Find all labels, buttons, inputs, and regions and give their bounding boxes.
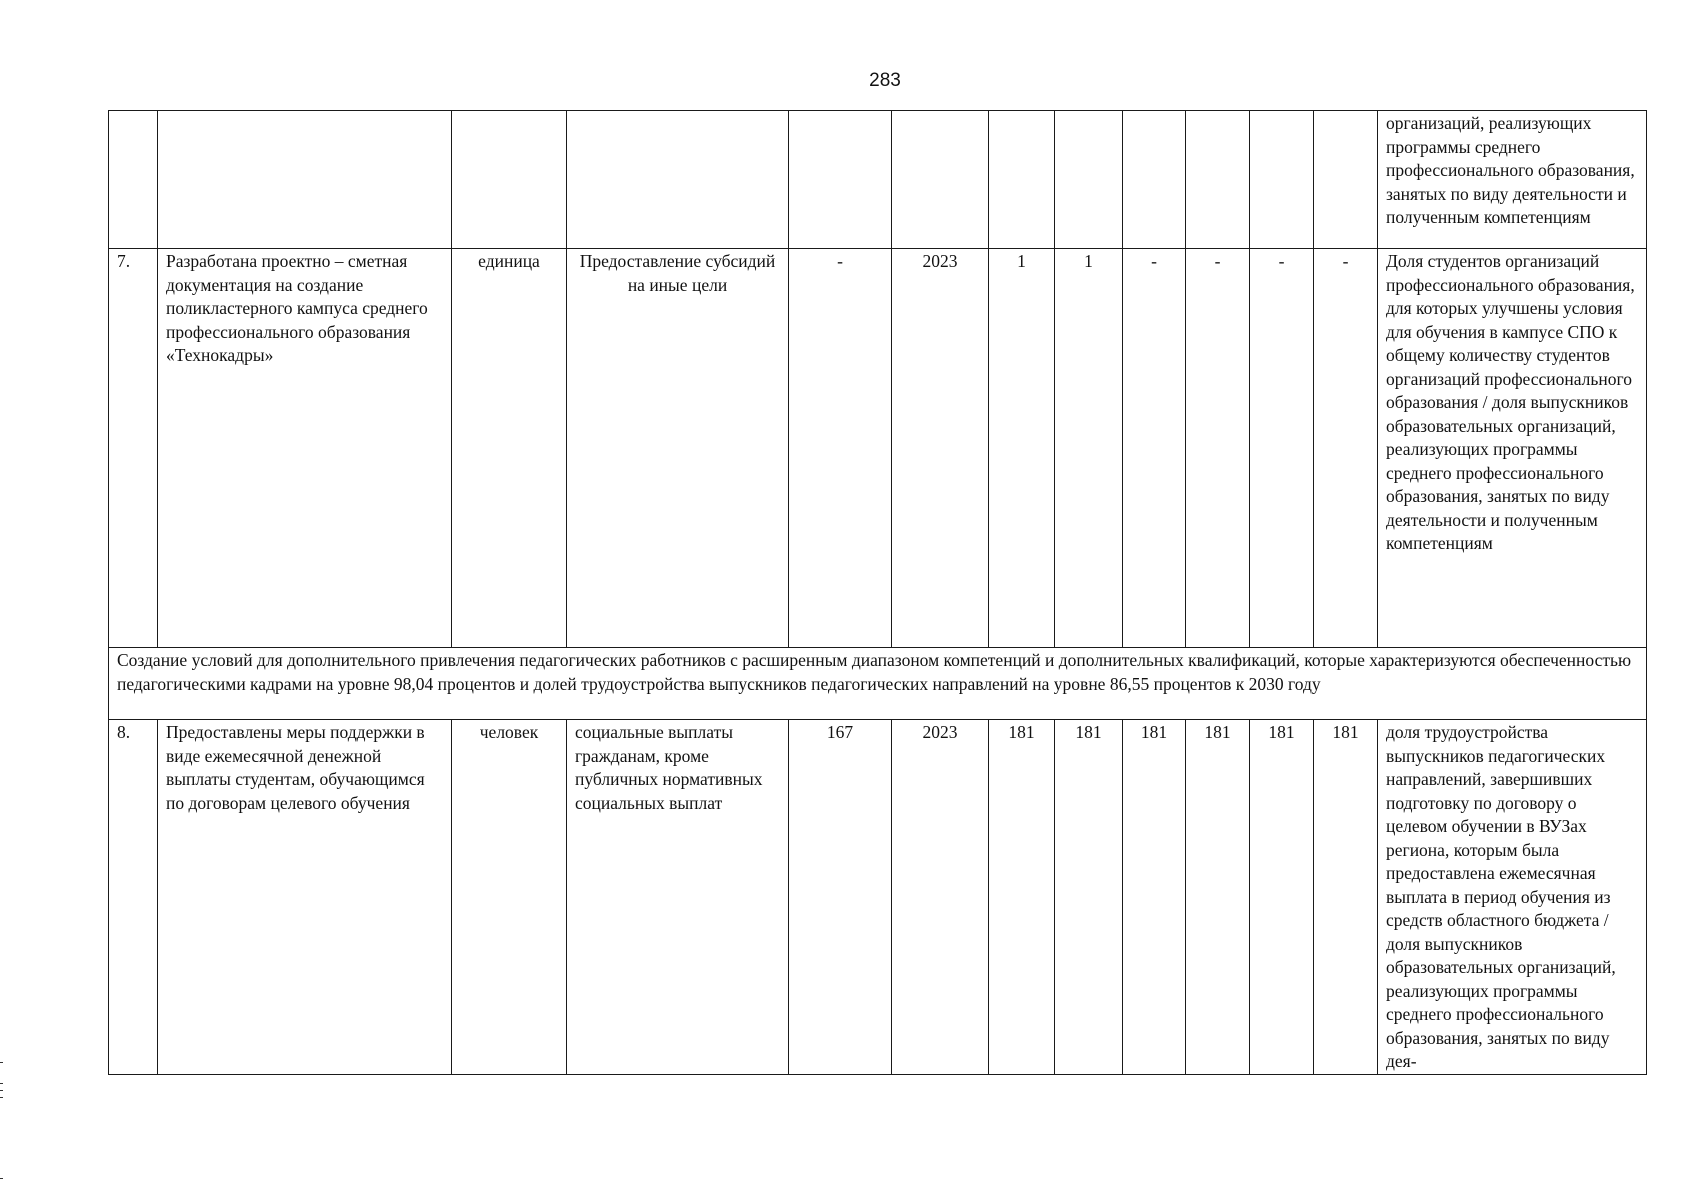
base-value: -: [789, 249, 892, 648]
scan-mark: [0, 1083, 3, 1084]
cell-empty: [892, 111, 989, 249]
cell-empty: [989, 111, 1055, 249]
cell-empty: [1123, 111, 1186, 249]
goal-text: Создание условий для дополнительного привлечения педагогических работников с расширенным диапазоном компетенций и дополнительных квалификаций, которые характеризуются обеспеченностью педагогическими кадрами на уровне 98,04 процентов и долей трудоустройства выпускников педагогических направлений на уровне 86,55 процентов к 2030 году: [109, 648, 1647, 720]
year-value: 181: [1055, 720, 1123, 1075]
year-value: 1: [1055, 249, 1123, 648]
year-value: -: [1250, 249, 1314, 648]
indicator-description: Доля студентов организаций профессионального образования, для которых улучшены условия для обучения в кампусе СПО к общему количеству студентов организаций профессионального образования / доля выпускников образовательных организаций, реализующих программы среднего профессионального образования, занятых по виду деятельности и полученным компетенциям: [1378, 249, 1647, 648]
base-year: 2023: [892, 249, 989, 648]
cell-empty: [1055, 111, 1123, 249]
cell-empty: [789, 111, 892, 249]
table-row-goal: [109, 648, 1647, 720]
scan-mark: [0, 1090, 3, 1091]
measure-name: Разработана проектно – сметная документация на создание поликластерного кампуса среднего профессионального образования «Технокадры»: [158, 249, 452, 648]
year-value: -: [1314, 249, 1378, 648]
cell-empty: [109, 111, 158, 249]
row-number: 7.: [109, 249, 158, 648]
scan-mark: [0, 1097, 3, 1098]
scan-mark: [0, 1178, 3, 1179]
unit: единица: [452, 249, 567, 648]
table-row-continuation: [109, 111, 1647, 249]
measure-name: Предоставлены меры поддержки в виде ежемесячной денежной выплаты студентам, обучающимся по договорам целевого обучения: [158, 720, 452, 1075]
measure-type: социальные выплаты гражданам, кроме публичных нормативных социальных выплат: [567, 720, 789, 1075]
cell-empty: [1314, 111, 1378, 249]
indicator-description: доля трудоустройства выпускников педагогических направлений, завершивших подготовку по договору о целевом обучении в ВУЗах региона, которым была предоставлена ежемесячная выплата в период обучения из средств областного бюджета / доля выпускников образовательных организаций, реализующих программы среднего профессионального образования, занятых по виду дея-: [1378, 720, 1647, 1075]
table-row: [109, 720, 1647, 1075]
indicator-description: организаций, реализующих программы среднего профессионального образования, занятых по виду деятельности и полученным компетенциям: [1378, 111, 1647, 249]
cell-empty: [452, 111, 567, 249]
data-table: [108, 110, 1647, 1075]
unit: человек: [452, 720, 567, 1075]
cell-empty: [158, 111, 452, 249]
year-value: 181: [989, 720, 1055, 1075]
page-number: 283: [869, 70, 901, 91]
year-value: 181: [1314, 720, 1378, 1075]
cell-empty: [1186, 111, 1250, 249]
year-value: 1: [989, 249, 1055, 648]
cell-empty: [567, 111, 789, 249]
cell-empty: [1250, 111, 1314, 249]
year-value: 181: [1123, 720, 1186, 1075]
measure-type: Предоставление субсидий на иные цели: [567, 249, 789, 648]
table-row: [109, 249, 1647, 648]
year-value: -: [1123, 249, 1186, 648]
year-value: 181: [1186, 720, 1250, 1075]
scan-mark: [0, 1062, 3, 1063]
year-value: 181: [1250, 720, 1314, 1075]
base-year: 2023: [892, 720, 989, 1075]
year-value: -: [1186, 249, 1250, 648]
base-value: 167: [789, 720, 892, 1075]
row-number: 8.: [109, 720, 158, 1075]
